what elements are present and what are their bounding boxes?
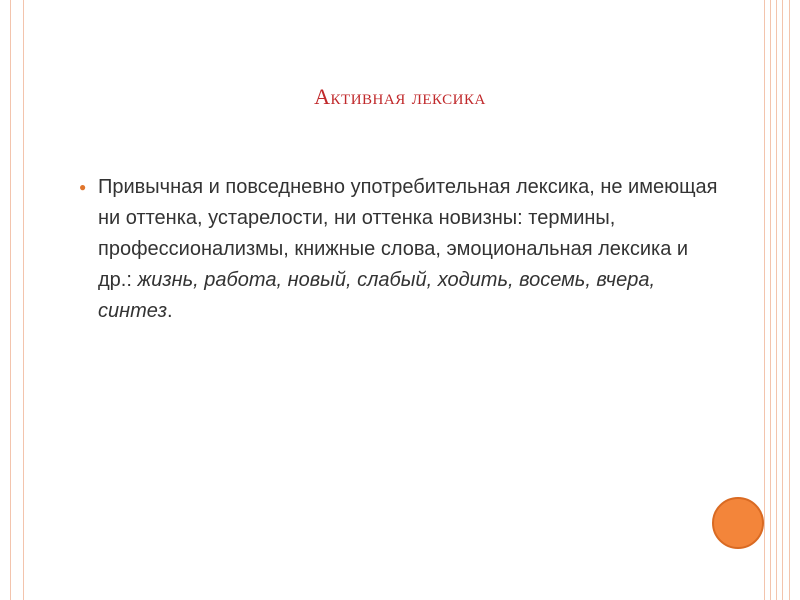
bullet-examples: жизнь, работа, новый, слабый, ходить, восемь, вчера, синтез — [98, 269, 656, 322]
bullet-dot-icon: ● — [79, 180, 87, 194]
bullet-end: . — [166, 300, 173, 322]
slide-content — [78, 172, 718, 327]
bullet-text: Привычная и повседневно употребительная лексика, не имеющая ни оттенка, устарелости, ни оттенка новизны: термины, профессионализмы, книжные слова, эмоциональная лексика и др.: — [98, 176, 718, 291]
slide-title: Активная лексика — [314, 84, 486, 109]
bullet-item — [78, 172, 718, 327]
circle-next-icon[interactable] — [712, 497, 764, 549]
